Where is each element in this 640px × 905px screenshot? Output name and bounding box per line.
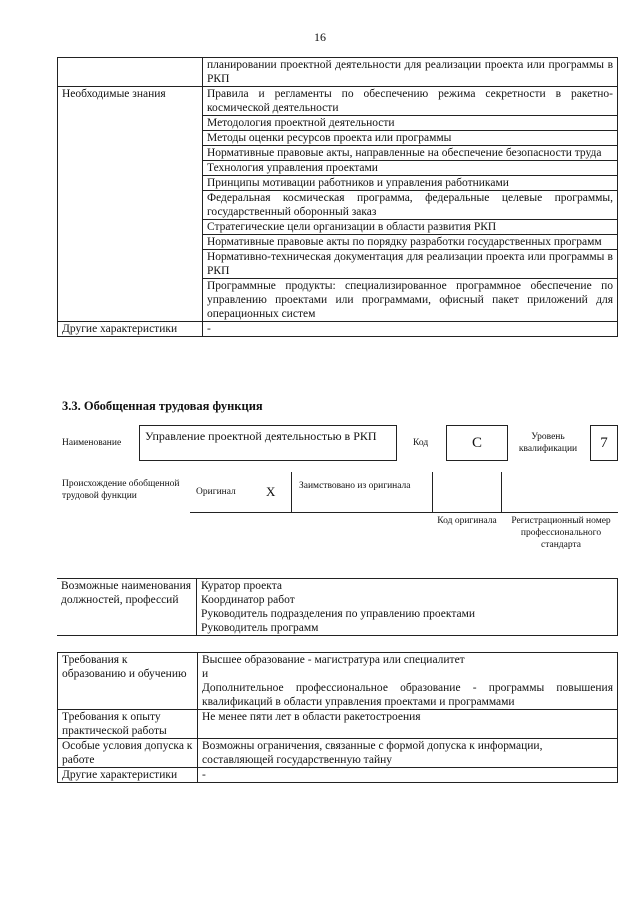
code-original-cell xyxy=(432,472,502,513)
requirements-table xyxy=(57,652,618,783)
table-cell: Нормативно-техническая документация для реализации проекта или программы в РКП xyxy=(203,250,618,279)
table-row xyxy=(58,87,618,116)
table-row xyxy=(58,58,618,87)
requirement-line: Высшее образование - магистратура или специалитет xyxy=(202,654,465,666)
table-row xyxy=(58,768,618,783)
knowledge-table xyxy=(57,57,618,337)
section-heading: 3.3. Обобщенная трудовая функция xyxy=(62,399,263,413)
reg-number-cell xyxy=(501,472,618,513)
position-item: Руководитель программ xyxy=(197,621,618,636)
origin-table xyxy=(190,472,618,514)
row-label: Другие характеристики xyxy=(58,768,198,783)
table-row xyxy=(58,653,618,710)
function-name-field: Управление проектной деятельностью в РКП xyxy=(139,425,397,461)
position-item: Руководитель подразделения по управлению проектами xyxy=(197,607,618,621)
borrowed-label: Заимствовано из оригинала xyxy=(299,481,411,491)
table-cell: Правила и регламенты по обеспечению режима секретности в ракетно-космической деятельности xyxy=(203,87,618,116)
table-cell: - xyxy=(203,322,618,337)
position-item: Куратор проекта xyxy=(197,579,618,594)
table-cell: планировании проектной деятельности для реализации проекта или программы в РКП xyxy=(203,58,618,87)
row-label: Другие характеристики xyxy=(58,322,203,337)
table-row xyxy=(58,322,618,337)
row-label xyxy=(58,58,203,87)
table-cell xyxy=(198,653,618,710)
table-cell: Нормативные правовые акты, направленные на обеспечение безопасности труда xyxy=(203,146,618,161)
page-number: 16 xyxy=(314,30,326,44)
table-row xyxy=(58,710,618,739)
table-cell: Нормативные правовые акты по порядку разработки государственных программ xyxy=(203,235,618,250)
row-label: Требования к опыту практической работы xyxy=(58,710,198,739)
table-cell: Возможны ограничения, связанные с формой допуска к информации, составляющей государственную тайну xyxy=(198,739,618,768)
requirement-line: Дополнительное профессиональное образование - программы повышения квалификаций в области управления проектами и программами xyxy=(202,682,613,708)
requirement-line: и xyxy=(202,668,209,680)
original-label: Оригинал xyxy=(196,487,236,497)
origin-label: Происхождение обобщенной трудовой функции xyxy=(62,479,180,501)
table-cell: Технология управления проектами xyxy=(203,161,618,176)
table-cell: Программные продукты: специализированное программное обеспечение по управлению проектами или программами, офисный пакет приложений для операционных систем xyxy=(203,279,618,322)
table-cell: Методы оценки ресурсов проекта или программы xyxy=(203,131,618,146)
original-mark: X xyxy=(266,484,276,499)
borrowed-cell xyxy=(291,472,433,513)
table-cell: Принципы мотивации работников и управления работниками xyxy=(203,176,618,191)
level-label: Уровень квалификации xyxy=(518,432,578,454)
table-cell: Федеральная космическая программа, федеральные целевые программы, государственный оборонный заказ xyxy=(203,191,618,220)
reg-number-caption: Регистрационный номер профессионального стандарта xyxy=(511,516,611,550)
level-field: 7 xyxy=(590,425,618,461)
position-item: Координатор работ xyxy=(197,593,618,607)
table-row xyxy=(58,739,618,768)
code-field: C xyxy=(446,425,508,461)
code-original-caption: Код оригинала xyxy=(437,516,497,526)
table-cell: Стратегические цели организации в области развития РКП xyxy=(203,220,618,235)
row-label: Особые условия допуска к работе xyxy=(58,739,198,768)
row-label: Необходимые знания xyxy=(58,87,203,322)
table-cell: Методология проектной деятельности xyxy=(203,116,618,131)
original-cell xyxy=(190,472,292,513)
code-label: Код xyxy=(413,438,429,448)
name-label: Наименование xyxy=(62,438,122,448)
positions-label: Возможные наименования должностей, профессий xyxy=(57,579,197,636)
positions-table xyxy=(57,578,618,636)
table-cell: Не менее пяти лет в области ракетостроения xyxy=(198,710,618,739)
table-cell: - xyxy=(198,768,618,783)
row-label: Требования к образованию и обучению xyxy=(58,653,198,710)
